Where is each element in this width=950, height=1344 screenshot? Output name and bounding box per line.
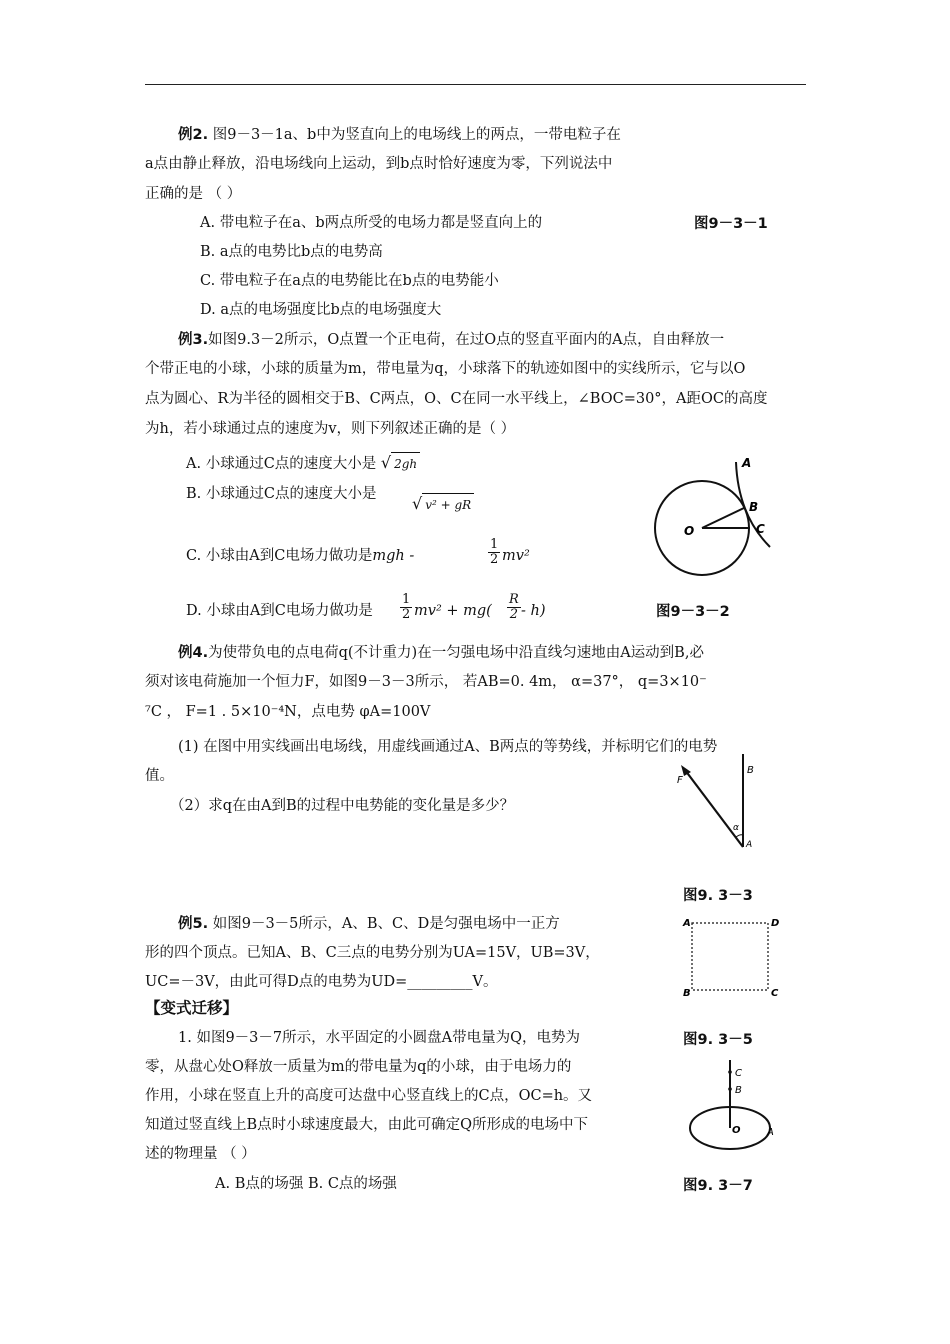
ex2-option-a: A. 带电粒子在a、b两点所受的电场力都是竖直向上的: [200, 215, 543, 231]
fig-9-3-3-caption: 图9. 3－3: [683, 888, 753, 904]
ex3-text1: 如图9.3－2所示，O点置一个正电荷，在过O点的竖直平面内的A点，自由释放一: [208, 332, 725, 348]
point-c: [728, 1070, 732, 1074]
label-o: O: [732, 1125, 741, 1136]
fig-9-3-2-caption: 图9－3－2: [656, 604, 730, 620]
ex3-option-d-tail1: mv² + mg(: [414, 603, 492, 619]
ex5-line3: UC=－3V，由此可得D点的电势为UD=_________V。: [145, 974, 498, 990]
ex3-option-d-tail2: - h): [521, 603, 546, 619]
fig-9-3-3: [670, 752, 770, 857]
ex3-option-d: [186, 600, 373, 622]
label-b: B: [749, 500, 759, 514]
label-b: B: [735, 1085, 742, 1096]
fig-9-3-2: [640, 455, 780, 590]
ex3-option-a: A. 小球通过C点的速度大小是 √ 2gh: [186, 452, 420, 475]
ex3-line2: 个带正电的小球，小球的质量为m，带电量为q，小球落下的轨迹如图中的实线所示，它与以O: [145, 361, 746, 377]
frac-den: 2: [509, 607, 519, 622]
label-alpha: α: [733, 823, 739, 833]
ex3-option-c-frac: [488, 538, 500, 567]
label-f: F: [677, 775, 683, 786]
point-b: [728, 1087, 732, 1091]
label-a: A: [767, 1127, 774, 1138]
frac-num: 1: [490, 537, 499, 552]
frac-num: 1: [402, 592, 411, 607]
label-b: B: [747, 765, 754, 776]
ex3-line3: 点为圆心、R为半径的圆相交于B、C两点，O、C在同一水平线上，∠BOC=30°，A距OC的高度: [145, 391, 768, 407]
header-rule: [145, 84, 806, 85]
label-c: C: [735, 1068, 742, 1079]
ex3-line1: [178, 329, 724, 351]
transfer-line4: 知道过竖直线上B点时小球速度最大，由此可确定Q所形成的电场中下: [145, 1117, 589, 1133]
ex2-option-b: B. a点的电势比b点的电势高: [200, 244, 383, 260]
ex2-line2: a点由静止释放，沿电场线向上运动，到b点时恰好速度为零，下列说法中: [145, 156, 613, 172]
fig-9-3-7-caption: 图9. 3－7: [683, 1178, 753, 1194]
ex3-option-d-frac2: [507, 593, 521, 622]
label-a: A: [746, 840, 753, 850]
ex4-line2: 须对该电荷施加一个恒力F，如图9－3－3所示， 若AB=0. 4m， α=37°， q=3×10⁻: [145, 674, 707, 690]
transfer-line2: 零，从盘心处O释放一质量为m的带电量为q的小球，由于电场力的: [145, 1059, 572, 1075]
ex4-line3: ⁷C ， F=1 . 5×10⁻⁴N，点电势 φA=100V: [145, 704, 431, 720]
ex4-q1: (1) 在图中用实线画出电场线，用虚线画通过A、B两点的等势线，并标明它们的电势: [178, 739, 718, 755]
fig-9-3-5: [676, 911, 786, 1001]
ex3-label: 例3.: [178, 332, 209, 348]
frac-den: 2: [490, 552, 499, 567]
ex3-option-b-sqrt: v² + gR: [422, 493, 474, 516]
ex3-option-b-expr: √ v² + gR: [412, 493, 474, 516]
ex4-q2: （2）求q在由A到B的过程中电势能的变化量是多少？: [170, 798, 515, 814]
label-d: D: [771, 918, 780, 929]
fig-9-3-1-caption: 图9－3－1: [694, 216, 768, 232]
label-o: O: [684, 524, 695, 538]
ex3-option-b: [186, 483, 376, 505]
ex3-option-d-frac1: [400, 593, 412, 622]
ex2-text1: 图9－3－1a、b中为竖直向上的电场线上的两点，一带电粒子在: [208, 127, 621, 143]
ex3-option-d-text: D. 小球由A到C电场力做功是: [186, 603, 373, 619]
ex5-label: 例5.: [178, 916, 209, 932]
ex2-option-d: D. a点的电场强度比b点的电场强度大: [200, 302, 442, 318]
ex3-option-b-text: B. 小球通过C点的速度大小是: [186, 486, 377, 502]
ex5-text1: 如图9－3－5所示，A、B、C、D是匀强电场中一正方: [208, 916, 560, 932]
ex3-option-a-text: A. 小球通过C点的速度大小是: [186, 456, 377, 472]
label-a: A: [742, 456, 752, 470]
ex5-line1: [178, 913, 560, 935]
frac-den: 2: [402, 607, 411, 622]
frac-num: R: [509, 592, 519, 607]
alpha-arc: [736, 835, 743, 837]
line-ob: [702, 508, 744, 528]
ex5-line2: 形的四个顶点。已知A、B、C三点的电势分别为UA=15V，UB=3V，: [145, 945, 600, 961]
ex2-label: 例2.: [178, 127, 209, 143]
ex2-option-c: C. 带电粒子在a点的电势能比在b点的电势能小: [200, 273, 499, 289]
transfer-line5: 述的物理量 （ ）: [145, 1146, 256, 1162]
ex4-q1-cont: 值。: [145, 768, 174, 784]
ex3-option-c-expr: mgh -: [372, 548, 415, 564]
label-c: C: [756, 522, 765, 536]
ex3-option-c-tail: mv²: [502, 548, 530, 564]
ex3-option-c: [186, 545, 414, 567]
label-a: A: [683, 918, 691, 929]
label-c: C: [771, 988, 779, 999]
ex2-line3: 正确的是 （ ）: [145, 186, 242, 202]
ex4-text1: 为使带负电的点电荷q(不计重力)在一匀强电场中沿直线匀速地由A运动到B,必: [208, 645, 704, 661]
fig-9-3-5-caption: 图9. 3－5: [683, 1032, 753, 1048]
transfer-options: A. B点的场强 B. C点的场强: [215, 1176, 397, 1192]
ex2-line1: [178, 124, 621, 146]
fig-9-3-7: [682, 1056, 782, 1156]
square: [692, 923, 768, 990]
ex3-option-c-text: C. 小球由A到C电场力做功是: [186, 548, 373, 564]
transfer-line3: 作用，小球在竖直上升的高度可达盘中心竖直线上的C点，OC=h。又: [145, 1088, 593, 1104]
force-f: [685, 770, 743, 847]
ex3-line4: 为h，若小球通过点的速度为v，则下列叙述正确的是（ ）: [145, 421, 516, 437]
transfer-heading: 【变式迁移】: [145, 999, 239, 1017]
ex4-label: 例4.: [178, 645, 209, 661]
ex3-option-a-expr: 2gh: [391, 452, 420, 475]
transfer-line1: 1. 如图9－3－7所示，水平固定的小圆盘A带电量为Q，电势为: [178, 1030, 580, 1046]
label-b: B: [683, 988, 691, 999]
ex4-line1: [178, 642, 704, 664]
